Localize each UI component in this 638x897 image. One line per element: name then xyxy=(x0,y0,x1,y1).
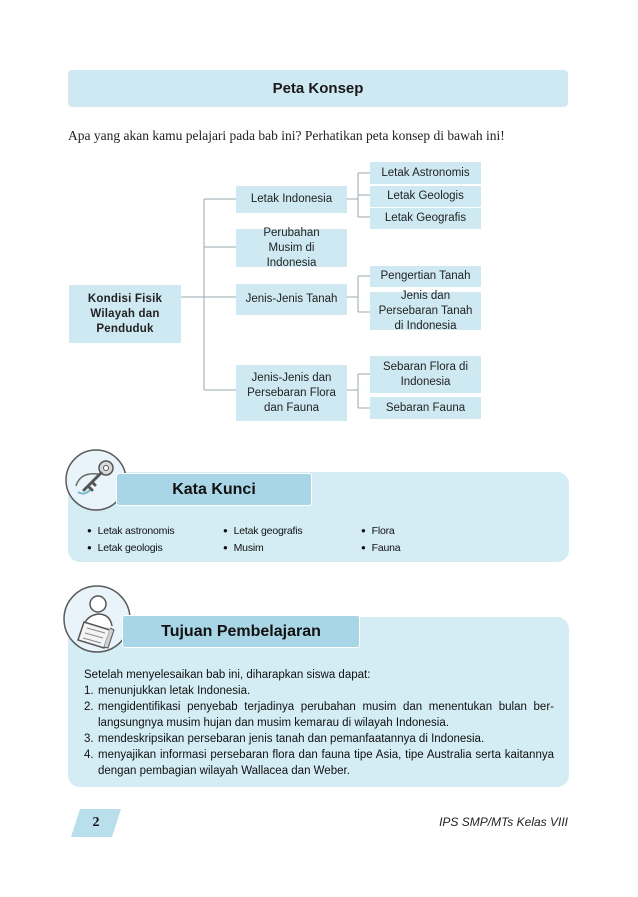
page-title: Peta Konsep xyxy=(272,80,364,97)
intro-text: Apa yang akan kamu pelajari pada bab ini? Perhatikan peta konsep di bawah ini! xyxy=(68,128,505,143)
tujuan-list xyxy=(84,683,554,779)
keyword-item: ● Musim xyxy=(223,540,302,557)
list-text: mendeskripsikan persebaran jenis tanah dan pemanfaatannya di Indonesia. xyxy=(98,733,485,745)
keyword-item: ● Letak astronomis xyxy=(87,523,174,540)
peta-konsep-banner xyxy=(68,70,568,107)
concept-flora-fauna: Jenis-Jenis dan Persebaran Flora dan Fauna xyxy=(236,365,347,421)
concept-letak-indonesia: Letak Indonesia xyxy=(236,186,347,213)
kata-kunci-col-2 xyxy=(223,523,302,557)
list-item xyxy=(84,747,554,779)
tujuan-title: Tujuan Pembelajaran xyxy=(122,615,360,648)
list-text: menyajikan informasi persebaran flora dan fauna tipe Asia, tipe Australia serta kaitannya dengan pembagian wilayah Wallacea dan Weber. xyxy=(98,749,554,777)
tujuan-text xyxy=(84,667,554,779)
concept-letak-geografis: Letak Geografis xyxy=(370,208,481,229)
concept-letak-astronomis: Letak Astronomis xyxy=(370,162,481,184)
list-number: 1. xyxy=(84,685,94,697)
tujuan-intro: Setelah menyelesaikan bab ini, diharapkan siswa dapat: xyxy=(84,669,371,681)
list-item xyxy=(84,683,554,699)
list-item xyxy=(84,699,554,731)
kata-kunci-col-1 xyxy=(87,523,174,557)
kata-kunci-title: Kata Kunci xyxy=(116,473,312,506)
list-text: menunjukkan letak Indonesia. xyxy=(98,685,251,697)
concept-jenis-tanah: Jenis-Jenis Tanah xyxy=(236,284,347,315)
kata-kunci-col-3 xyxy=(361,523,400,557)
list-number: 3. xyxy=(84,733,94,745)
concept-root: Kondisi Fisik Wilayah dan Penduduk xyxy=(69,285,181,343)
list-item xyxy=(84,731,554,747)
page-number: 2 xyxy=(92,815,100,830)
concept-sebaran-flora: Sebaran Flora di Indonesia xyxy=(370,356,481,393)
keyword-item: ● Letak geografis xyxy=(223,523,302,540)
keyword-item: ● Fauna xyxy=(361,540,400,557)
keyword-item: ● Letak geologis xyxy=(87,540,174,557)
list-number: 2. xyxy=(84,701,94,713)
concept-sebaran-fauna: Sebaran Fauna xyxy=(370,397,481,419)
concept-pengertian-tanah: Pengertian Tanah xyxy=(370,266,481,287)
book-title: IPS SMP/MTs Kelas VIII xyxy=(439,815,568,829)
concept-perubahan-musim: Perubahan Musim di Indonesia xyxy=(236,229,347,267)
list-text: mengidentifikasi penyebab terjadinya perubahan musim dan menentukan bulan ber-langsungnya musim hujan dan musim kemarau di wilayah Indonesia. xyxy=(98,701,554,729)
concept-letak-geologis: Letak Geologis xyxy=(370,186,481,207)
concept-persebaran-tanah: Jenis dan Persebaran Tanah di Indonesia xyxy=(370,292,481,330)
keyword-item: ● Flora xyxy=(361,523,400,540)
list-number: 4. xyxy=(84,749,94,761)
